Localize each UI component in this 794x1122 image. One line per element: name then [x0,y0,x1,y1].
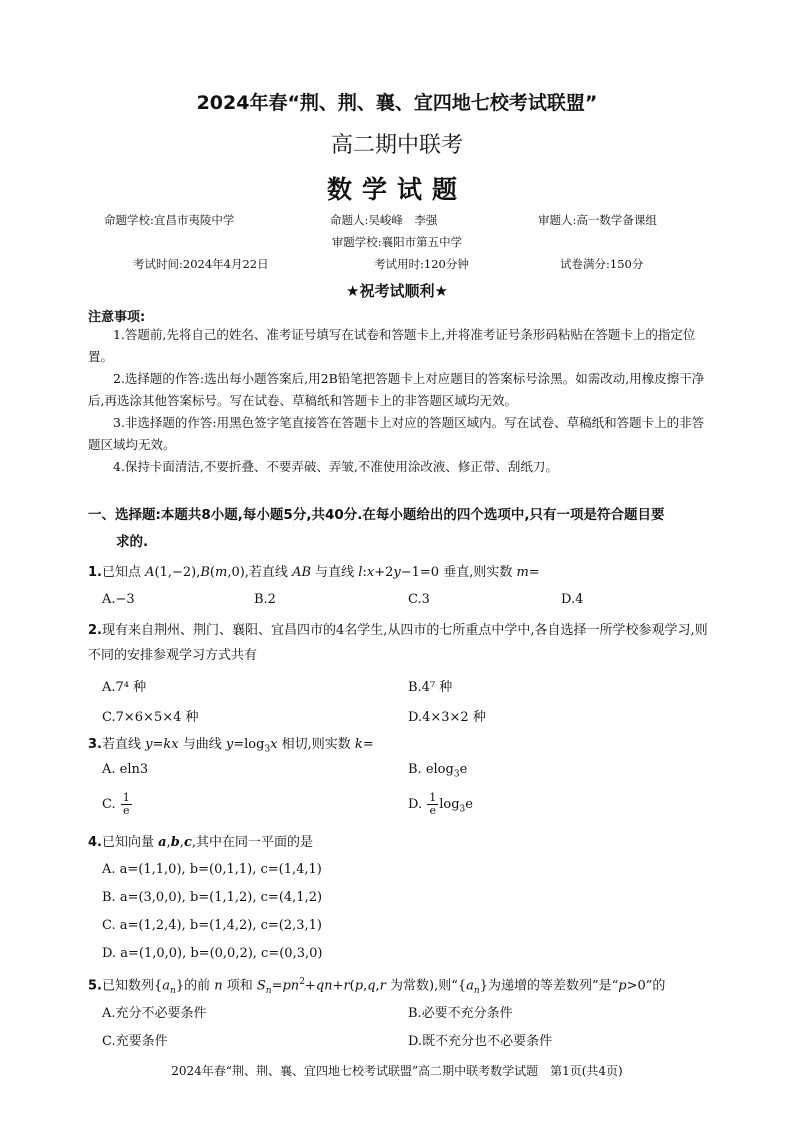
q4-option-b: B. a=(3,0,0), b=(1,1,2), c=(4,1,2) [102,890,323,905]
meta-school: 命题学校:宜昌市夷陵中学 [104,213,235,227]
q3-option-b: B. elog$_3$e [408,762,468,780]
question-number: 2. [88,623,102,638]
question-5-stem: 5.已知数列$\{a_n\}$的前 n 项和 $S_n=pn^2+qn+r(p,q,r$ 为常数),则“$\{a_n\}$为递增的等差数列”是“p>0”的 [88,977,666,996]
note-item: 2.选择题的作答:选出每小题答案后,用2B铅笔把答题卡上对应题目的答案标号涂黑。如需改动,用橡皮擦干净后,再选涂其他答案标号。写在试卷、草稿纸和答题卡上的非答题区域均无效。 [88,371,705,408]
good-luck-banner: ★祝考试顺利★ [346,282,448,300]
question-number: 1. [88,565,102,580]
question-4-stem: 4.已知向量 a,b,c,其中在同一平面的是 [88,835,313,850]
q1-option-c: C.3 [408,592,430,607]
question-1-stem: 1.已知点 A(1,−2),B(m,0),若直线 AB 与直线 l:x+2y−1=0 垂直,则实数 m= [88,565,540,580]
note-item: 4.保持卡面清洁,不要折叠、不要弄破、弄皱,不准使用涂改液、修正带、刮纸刀。 [113,459,558,474]
note-item: 1.答题前,先将自己的姓名、准考证号填写在试卷和答题卡上,并将准考证号条形码粘贴在答题卡上的指定位置。 [88,327,696,364]
q1-option-d: D.4 [561,592,584,607]
question-number: 3. [88,737,102,752]
q4-option-c: C. a=(1,2,4), b=(1,4,2), c=(2,3,1) [102,918,322,933]
notes-heading: 注意事项: [88,310,146,325]
exam-subtitle: 高二期中联考 [330,133,463,158]
q5-option-a: A.充分不必要条件 [102,1006,207,1021]
exam-title: 2024年春“荆、荆、襄、宜四地七校考试联盟” [196,92,598,114]
q2-option-c: C.7×6×5×4 种 [102,710,199,725]
section-heading-line2: 求的. [116,534,149,550]
q3-option-d: D. $\frac{1}{e}$ $\log_3e$ [408,791,473,817]
q5-option-d: D.既不充分也不必要条件 [408,1034,553,1049]
q2-option-b: B.4⁷ 种 [408,680,453,695]
q2-option-d: D.4×3×2 种 [408,710,486,725]
meta-exam-date: 考试时间:2024年4月22日 [133,257,269,271]
meta-full-score: 试卷满分:150分 [560,257,644,271]
note-item: 3.非选择题的作答:用黑色签字笔直接答在答题卡上对应的答题区域内。写在试卷、草稿纸和答题卡上的非答题区域均无效。 [88,415,705,452]
q4-option-a: A. a=(1,1,0), b=(0,1,1), c=(1,4,1) [102,862,322,877]
question-2-text: 现有来自荆州、荆门、襄阳、宜昌四市的4名学生,从四市的七所重点中学中,各自选择一所学校参观学习,则不同的安排参观学习方式共有 [88,623,708,663]
meta-author: 命题人:吴峻峰 李强 [330,213,438,227]
q1-option-b: B.2 [254,592,276,607]
q3-option-a: A. eln3 [102,762,149,777]
q3-option-c: C. $\frac{1}{e}$ [102,791,130,817]
question-number: 5. [88,978,102,994]
meta-review-school: 审题学校:襄阳市第五中学 [331,235,463,249]
meta-reviewer: 审题人:高一数学备课组 [538,213,657,227]
section-heading [88,502,718,556]
meta-duration: 考试用时:120分钟 [374,257,469,271]
question-number: 4. [88,835,102,850]
q5-option-b: B.必要不充分条件 [408,1006,513,1021]
page-footer: 2024年春“荆、荆、襄、宜四地七校考试联盟”高二期中联考数学试题 第1页(共4页) [171,1064,623,1078]
q1-option-a: A.−3 [102,592,135,607]
question-3-stem: 3.若直线 y=kx 与曲线 $y=\log_3x$ 相切,则实数 k= [88,737,374,755]
section-heading-line1: 一、选择题:本题共8小题,每小题5分,共40分.在每小题给出的四个选项中,只有一项是符合题目要 [88,507,665,523]
question-2-stem [88,618,718,668]
q5-option-c: C.充要条件 [102,1034,168,1049]
q4-option-d: D. a=(1,0,0), b=(0,0,2), c=(0,3,0) [102,946,323,961]
q2-option-a: A.7⁴ 种 [102,680,147,695]
subject-title: 数学试题 [326,175,467,204]
